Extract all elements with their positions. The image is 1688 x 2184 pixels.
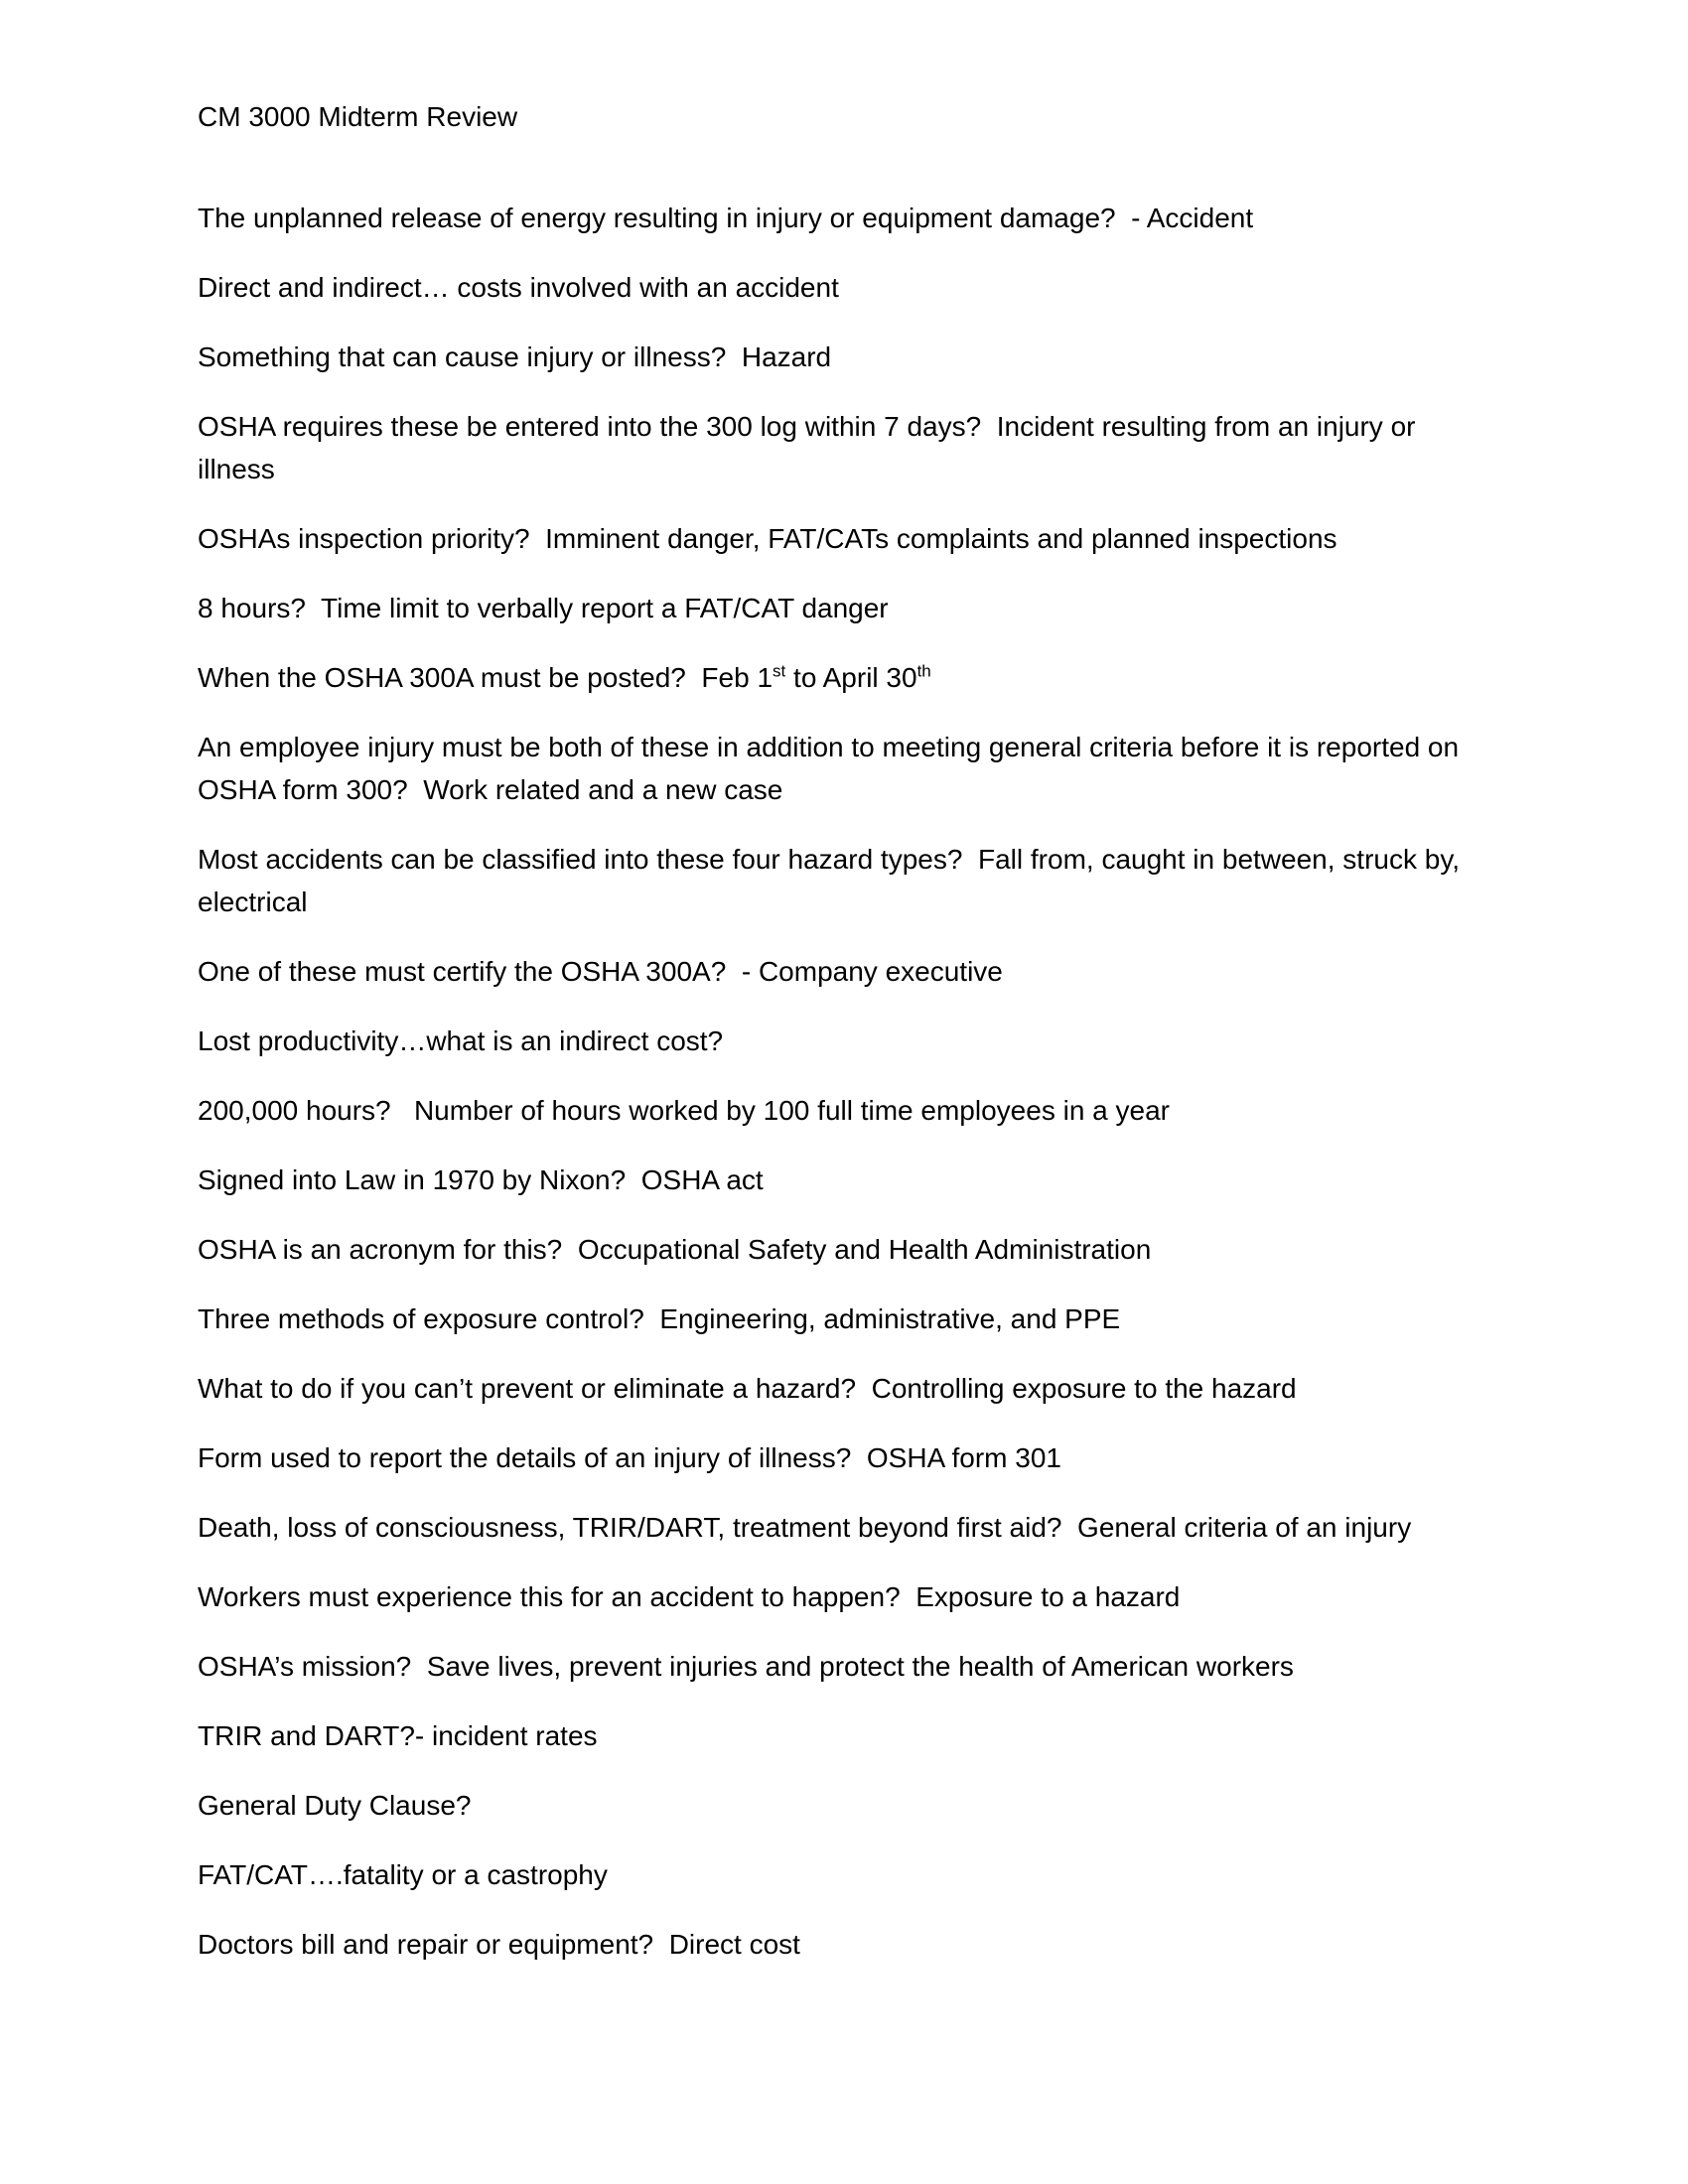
question-text: TRIR and DART? [198, 1720, 415, 1751]
question-text: Something that can cause injury or illness? [198, 341, 727, 372]
list-item [198, 1575, 1488, 1618]
list-item [198, 1714, 1488, 1757]
question-text: OSHAs inspection priority? [198, 523, 530, 554]
list-item [198, 1784, 1488, 1827]
question-text: An employee injury must be both of these in addition to meeting general criteria before it is reported on OSHA form 300? [198, 732, 1467, 805]
answer-text: to April 30 [785, 662, 917, 693]
answer-text: Company executive [758, 956, 1003, 987]
review-list [198, 197, 1488, 1992]
question-text: Three methods of exposure control? [198, 1303, 644, 1334]
separator [408, 774, 424, 805]
question-text: Death, loss of consciousness, TRIR/DART, treatment beyond first aid? [198, 1512, 1062, 1543]
separator [391, 1095, 414, 1126]
separator [626, 1164, 641, 1195]
answer-text: Fall from, caught in between, struck by, electrical [198, 844, 1468, 917]
question-text: FAT/CAT….fatality or a castrophy [198, 1859, 608, 1890]
list-item [198, 1367, 1488, 1410]
question-text: 200,000 hours? [198, 1095, 391, 1126]
separator [901, 1581, 916, 1612]
list-item [198, 656, 1488, 699]
list-item [198, 1089, 1488, 1132]
list-item [198, 726, 1488, 811]
question-text: One of these must certify the OSHA 300A? [198, 956, 727, 987]
question-text: OSHA’s mission? [198, 1651, 412, 1682]
separator [962, 844, 978, 875]
separator [562, 1234, 578, 1265]
question-text: OSHA requires these be entered into the 300 log within 7 days? [198, 411, 982, 442]
separator [851, 1442, 867, 1473]
question-text: Workers must experience this for an accident to happen? [198, 1581, 901, 1612]
answer-text: OSHA form 301 [866, 1442, 1061, 1473]
list-item [198, 1506, 1488, 1549]
list-item [198, 197, 1488, 239]
list-item [198, 266, 1488, 309]
answer-text: incident rates [432, 1720, 598, 1751]
answer-text: Save lives, prevent injuries and protect the health of American workers [426, 1651, 1294, 1682]
list-item [198, 838, 1488, 923]
list-item [198, 1645, 1488, 1688]
answer-text: Hazard [741, 341, 832, 372]
answer-text: Accident [1146, 203, 1254, 233]
question-text: Doctors bill and repair or equipment? [198, 1929, 654, 1960]
question-text: Direct and indirect… costs involved with an accident [198, 272, 839, 303]
question-text: When the OSHA 300A must be posted? [198, 662, 686, 693]
question-text: OSHA is an acronym for this? [198, 1234, 563, 1265]
document-title: CM 3000 Midterm Review [198, 101, 518, 132]
separator [530, 523, 546, 554]
separator [981, 411, 997, 442]
list-item [198, 1159, 1488, 1201]
answer-text: Imminent danger, FAT/CATs complaints and planned inspections [545, 523, 1337, 554]
question-text: General Duty Clause? [198, 1790, 472, 1821]
list-item [198, 587, 1488, 629]
list-item [198, 1020, 1488, 1062]
answer-text: Direct cost [668, 1929, 800, 1960]
question-text: Lost productivity…what is an indirect cost? [198, 1025, 724, 1056]
list-item [198, 336, 1488, 378]
list-item [198, 1923, 1488, 1966]
answer-text: Exposure to a hazard [915, 1581, 1181, 1612]
list-item [198, 1436, 1488, 1479]
list-item [198, 405, 1488, 490]
answer-text: Occupational Safety and Health Administration [577, 1234, 1152, 1265]
separator [856, 1373, 872, 1404]
separator [644, 1303, 660, 1334]
separator: - [726, 956, 759, 987]
question-text: Form used to report the details of an injury of illness? [198, 1442, 852, 1473]
question-text: Signed into Law in 1970 by Nixon? [198, 1164, 627, 1195]
separator: - [1115, 203, 1147, 233]
answer-text: Incident resulting from an injury or illness [198, 411, 1424, 484]
answer-text: Work related and a new case [423, 774, 783, 805]
question-text: What to do if you can’t prevent or eliminate a hazard? [198, 1373, 857, 1404]
separator [653, 1929, 669, 1960]
answer-text: Controlling exposure to the hazard [871, 1373, 1297, 1404]
separator [726, 341, 742, 372]
separator: - [414, 1720, 432, 1751]
answer-text: Engineering, administrative, and PPE [659, 1303, 1121, 1334]
list-item [198, 950, 1488, 993]
list-item [198, 517, 1488, 560]
answer-text: General criteria of an injury [1077, 1512, 1412, 1543]
ordinal-suffix: th [916, 661, 931, 681]
list-item [198, 1228, 1488, 1271]
question-text: Most accidents can be classified into these four hazard types? [198, 844, 963, 875]
list-item [198, 1297, 1488, 1340]
separator [411, 1651, 427, 1682]
question-text: 8 hours? [198, 593, 306, 623]
answer-text: Number of hours worked by 100 full time employees in a year [413, 1095, 1170, 1126]
list-item [198, 1853, 1488, 1896]
answer-text: Feb 1 [701, 662, 774, 693]
separator [1061, 1512, 1077, 1543]
answer-text: Time limit to verbally report a FAT/CAT danger [321, 593, 889, 623]
separator [306, 593, 321, 623]
separator [686, 662, 702, 693]
answer-text: OSHA act [640, 1164, 764, 1195]
ordinal-suffix: st [773, 661, 786, 681]
question-text: The unplanned release of energy resulting in injury or equipment damage? [198, 203, 1116, 233]
